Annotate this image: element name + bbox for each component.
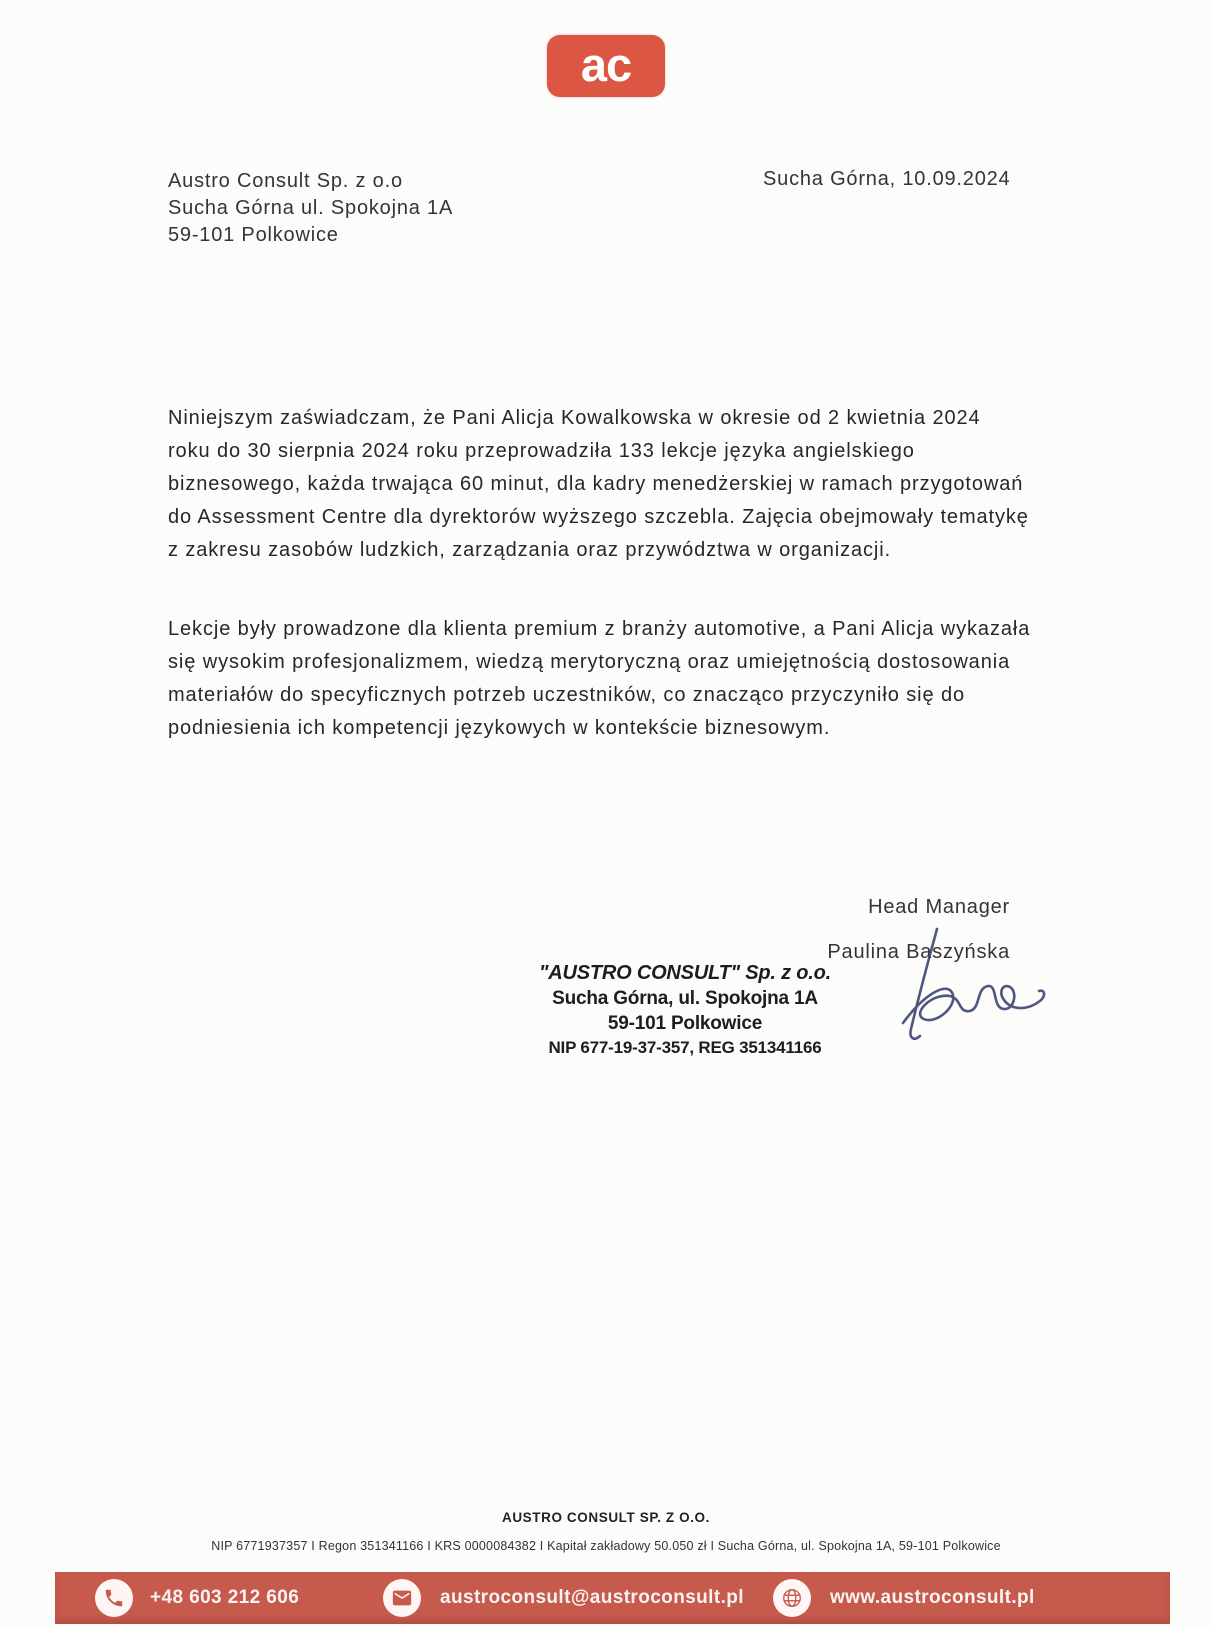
paragraph-line: podniesienia ich kompetencji językowych w kontekście biznesowym.	[168, 717, 831, 739]
paragraph-line: Niniejszym zaświadczam, że Pani Alicja Kowalkowska w okresie od 2 kwietnia 2024	[168, 407, 981, 429]
stamp-street: Sucha Górna, ul. Spokojna 1A	[552, 988, 818, 1009]
stamp-company-name: "AUSTRO CONSULT" Sp. z o.o.	[538, 962, 832, 984]
paragraph-line: Lekcje były prowadzone dla klienta premium z branży automotive, a Pani Alicja wykazała	[168, 618, 1031, 640]
paragraph-line: roku do 30 sierpnia 2024 roku przeprowadziła 133 lekcje języka angielskiego	[168, 440, 915, 462]
signatory-title: Head Manager	[868, 896, 1010, 918]
footer-registration-info: NIP 6771937357 I Regon 351341166 I KRS 0000084382 I Kapitał zakładowy 50.050 zł I Sucha Górna, ul. Spokojna 1A, 59-101 Polkowice	[211, 1539, 1001, 1553]
contact-bar	[55, 1572, 1170, 1624]
company-logo-text: ac	[580, 37, 632, 91]
paragraph-line: się wysokim profesjonalizmem, wiedzą merytoryczną oraz umiejętnością dostosowania	[168, 651, 1011, 673]
stamp-city: 59-101 Polkowice	[607, 1013, 763, 1034]
contact-website: www.austroconsult.pl	[830, 1587, 1035, 1608]
paragraph-line: z zakresu zasobów ludzkich, zarządzania oraz przywództwa w organizacji.	[168, 539, 892, 561]
envelope-icon	[383, 1579, 421, 1617]
paragraph-line: biznesowego, każda trwająca 60 minut, dla kadry menedżerskiej w ramach przygotowań	[168, 473, 1024, 495]
phone-icon	[95, 1579, 133, 1617]
footer-company-name: AUSTRO CONSULT SP. Z O.O.	[501, 1510, 710, 1525]
globe-icon	[773, 1579, 811, 1617]
paragraph-certification	[168, 402, 1029, 567]
sender-street: Sucha Górna ul. Spokojna 1A	[168, 197, 454, 219]
company-logo	[547, 35, 665, 97]
paragraph-evaluation	[168, 613, 1030, 745]
sender-company: Austro Consult Sp. z o.o	[168, 170, 403, 192]
paragraph-line: do Assessment Centre dla dyrektorów wyższego szczebla. Zajęcia obejmowały tematykę	[168, 506, 1029, 528]
signatory-name: Paulina Baszyńska	[827, 941, 1010, 963]
company-stamp	[520, 960, 850, 1060]
sender-city: 59-101 Polkowice	[168, 224, 339, 246]
contact-email: austroconsult@austroconsult.pl	[440, 1587, 744, 1608]
stamp-tax-ids: NIP 677-19-37-357, REG 351341166	[548, 1038, 822, 1057]
handwritten-signature	[893, 925, 1055, 1047]
paragraph-line: materiałów do specyficznych potrzeb uczestników, co znacząco przyczyniło się do	[168, 684, 965, 706]
place-and-date: Sucha Górna, 10.09.2024	[763, 168, 1011, 190]
sender-address-block	[168, 168, 453, 249]
contact-phone: +48 603 212 606	[150, 1587, 300, 1608]
